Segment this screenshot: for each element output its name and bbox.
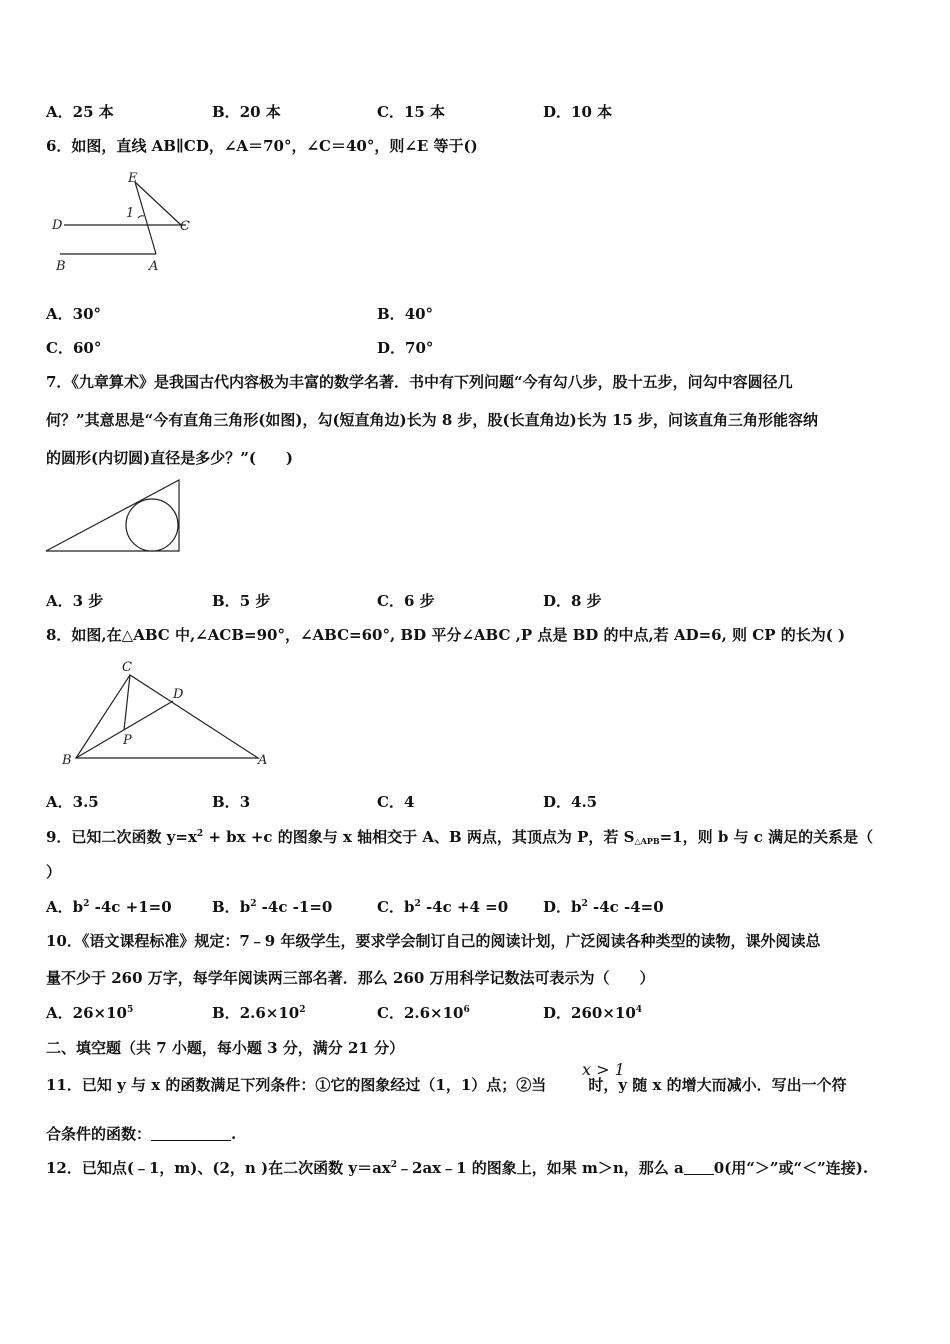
q9-option-c: C．$b^2$ -4c +4 =0 (377, 898, 509, 916)
q7-option-b: B．5 步 (212, 592, 271, 610)
q8-option-d: D．4.5 (543, 793, 598, 811)
q7-figure (44, 476, 184, 556)
q10-option-c: C．$2.6\times 10^6$ (377, 1004, 470, 1022)
q9-option-b: B．$b^2$ -4c -1=0 (212, 898, 333, 916)
q11-condition: x > 1 (582, 1060, 625, 1079)
q6-figure (46, 168, 206, 276)
q5-option-d: D．10 本 (543, 103, 613, 121)
q11-answer-blank[interactable] (151, 1126, 231, 1141)
q5-option-b: B．20 本 (212, 103, 281, 121)
q6-option-c: C．60° (46, 339, 102, 357)
q9-stem-line2: ） (46, 863, 62, 881)
q7-stem-line2: 何？”其意思是“今有直角三角形(如图)，勾(短直角边)长为 8 步，股(长直角边)长为 15 步，问该直角三角形能容纳 (46, 411, 819, 429)
q6-label-c: C (180, 219, 190, 234)
q9-stem: 9．已知二次函数 $y=x^2$ + bx +c 的图象与 x 轴相交于 A、B 两点，其顶点为 P，若 $S_{\triangle APB}=1$，则 b 与 c 满足的关系是（ (46, 828, 874, 846)
q10-stem-line2: 量不少于 260 万字，每学年阅读两三部名著．那么 260 万用科学记数法可表示为（ ） (46, 969, 655, 987)
q6-label-1: 1 (126, 206, 135, 221)
q8-label-p: P (123, 733, 132, 748)
q6-label-d: D (52, 218, 63, 233)
q6-label-a: A (149, 259, 159, 274)
q8-label-a: A (258, 753, 268, 768)
q8-figure (60, 656, 275, 771)
q10-option-b: B．$2.6\times 10^2$ (212, 1004, 306, 1022)
q9-option-d: D．$b^2$ -4c -4=0 (543, 898, 664, 916)
q12-answer-blank[interactable] (684, 1160, 714, 1175)
q7-option-a: A．3 步 (46, 592, 104, 610)
q7-option-c: C．6 步 (377, 592, 435, 610)
q8-option-b: B．3 (212, 793, 251, 811)
q6-option-d: D．70° (377, 339, 434, 357)
q8-stem: 8．如图,在△ABC 中,∠ACB=90°，∠ABC=60°, BD 平分∠ABC ,P 点是 BD 的中点,若 AD=6, 则 CP 的长为( ) (46, 626, 846, 644)
q8-label-b: B (62, 753, 72, 768)
section2-heading: 二、填空题（共 7 小题，每小题 3 分，满分 21 分） (46, 1039, 405, 1057)
q6-option-a: A．30° (46, 305, 102, 323)
q10-stem-line1: 10．《语文课程标准》规定：7﹣9 年级学生，要求学会制订自己的阅读计划，广泛阅读各种类型的读物，课外阅读总 (46, 932, 821, 950)
q6-label-e: E (128, 171, 138, 186)
q7-stem-line3: 的圆形(内切圆)直径是多少？”( ) (46, 449, 294, 467)
q11-stem-line2: 合条件的函数： . (46, 1125, 237, 1143)
q10-option-a: A．$26\times 10^5$ (46, 1004, 134, 1022)
q8-label-c: C (122, 660, 132, 675)
q6-option-b: B．40° (377, 305, 434, 323)
q8-option-c: C．4 (377, 793, 415, 811)
q7-stem-line1: 7．《九章算术》是我国古代内容极为丰富的数学名著．书中有下列问题“今有勾八步，股十五步，问勾中容圆径几 (46, 373, 793, 391)
q6-label-b: B (56, 259, 66, 274)
q6-stem: 6．如图，直线 AB∥CD，∠A＝70°，∠C＝40°，则∠E 等于() (46, 137, 478, 155)
q8-option-a: A．3.5 (46, 793, 99, 811)
q10-option-d: D．$260\times 10^4$ (543, 1004, 643, 1022)
q5-option-c: C．15 本 (377, 103, 446, 121)
q12-stem: 12．已知点(﹣1，m)、(2，n )在二次函数 $y=ax^2﹣2ax﹣1$ 的图象上，如果 m＞n，那么 a 0(用“＞”或“＜”连接). (46, 1159, 869, 1177)
q9-option-a: A．$b^2$ -4c +1=0 (46, 898, 172, 916)
q5-option-a: A．25 本 (46, 103, 114, 121)
q11-stem: 11．已知 y 与 x 的函数满足下列条件：①它的图象经过（1，1）点；②当 时，y 随 x 的增大而减小．写出一个符 (46, 1076, 847, 1094)
q8-label-d: D (173, 687, 184, 702)
q7-option-d: D．8 步 (543, 592, 602, 610)
